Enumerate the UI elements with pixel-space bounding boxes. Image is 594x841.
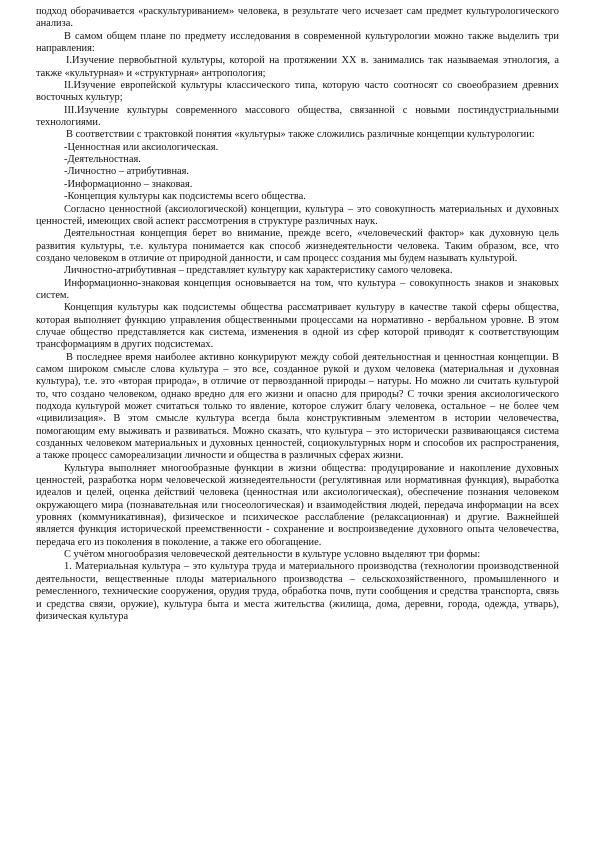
paragraph: Информационно-знаковая концепция основывается на том, что культура – совокупность знаков и знаковых систем.: [36, 277, 559, 301]
list-item: III.Изучение культуры современного массового общества, связанной с новыми постиндустриальными технологиями.: [36, 104, 559, 129]
paragraph: Концепция культуры как подсистемы общества рассматривает культуру в качестве такой сферы общества, которая выполняет функцию управления общественными процессами на нормативно - вербальном уровне. В этом случае общество представляется как система, изменения в одной из сфер которой приводят к соответствующим трансформациям в других подсистемах.: [36, 302, 559, 351]
paragraph: Личностно-атрибутивная – представляет культуру как характеристику самого человека.: [64, 265, 453, 277]
list-item: -Деятельностная.: [64, 154, 141, 166]
paragraph: В самом общем плане по предмету исследования в современной культурологии можно также выделить три направления:: [36, 30, 559, 55]
document-page: [36, 6, 559, 623]
paragraph: Деятельностная концепция берет во внимание, прежде всего, «человеческий фактор» как духовную цель развития культуры, т.е. культура понимается как способ жизнедеятельности человека. Таким образом, все, что создано человеком в отличие от природной данности, и сам процесс создания мы будем называть культурой.: [36, 228, 559, 264]
paragraph: Согласно ценностной (аксиологической) концепции, культура – это совокупность материальных и духовных ценностей, имеющих свой аспект рассмотрения в структуре различных наук.: [36, 203, 559, 227]
paragraph: Культура выполняет многообразные функции в жизни общества: продуцирование и накопление духовных ценностей, разработка норм человеческой жизнедеятельности (регулятивная или нормативная функция), выработка идеалов и целей, оценка действий человека (ценностная или аксиологическая), обеспечение познания человеком окружающего мира (познавательная или гносеологическая) и взаимодействия людей, передача информации на всех уровнях (коммуникативная), физическое и психическое расслабление (релаксационная) и другие. Важнейшей является функция исторической преемственности - сохранение и воспроизведение духовного опыта человечества, передача его из поколения в поколение, а также его обогащение.: [36, 462, 559, 548]
list-item: -Личностно – атрибутивная.: [64, 166, 190, 178]
paragraph: подход оборачивается «раскультуриванием» человека, в результате чего исчезает сам предмет культурологического анализа.: [36, 6, 559, 30]
paragraph: С учётом многообразия человеческой деятельности в культуре условно выделяют три формы:: [64, 549, 481, 561]
list-item: II.Изучение европейской культуры классического типа, которую часто соотносят со своеобразием древних восточных культур;: [36, 80, 559, 104]
list-item: I.Изучение первобытной культуры, которой на протяжении XX в. занимались так называемая этнология, а также «культурная» и «структурная» антропология;: [36, 55, 559, 79]
list-item: -Концепция культуры как подсистемы всего общества.: [64, 191, 306, 203]
paragraph: В последнее время наиболее активно конкурируют между собой деятельностная и ценностная концепции. В самом широком смысле слова культура – это все, созданное рукой и духом человека (материальная и духовная культура), т.е. это «вторая природа», в отличие от первозданной природы – натуры. Но можно ли считать культурой то, что создано человеком, однако вредно для его жизни и опасно для природы? С точки зрения аксиологического подхода культурой может считаться только то явление, которое служит благу человека, остальное – не более чем «цивилизация». В этом смысле культура всегда была конструктивным элементом в истории человечества, помогающим ему выживать и развиваться. Можно сказать, что культура – это исторически развивающаяся система созданных человеком материальных и духовных ценностей, социокультурных норм и способов их распространения, а также процесс самореализации личности и общества в различных сферах жизни.: [36, 351, 559, 462]
list-item: -Ценностная или аксиологическая.: [64, 141, 219, 153]
paragraph: В соответствии с трактовкой понятия «культуры» также сложились различные концепции культурологии:: [66, 129, 535, 141]
paragraph: 1. Материальная культура – это культура труда и материального производства (технологии производственной деятельности, вещественные плоды материального производства – сельскохозяйственного, промышленного и ремесленного, технические сооружения, орудия труда, обработка почв, пути сообщения и средства транспорта, связь и средства связи, оружие), культура быта и места жительства (жилища, дома, деревни, города, одежда, утварь), физическая культура: [36, 561, 559, 622]
list-item: -Информационно – знаковая.: [64, 178, 193, 190]
